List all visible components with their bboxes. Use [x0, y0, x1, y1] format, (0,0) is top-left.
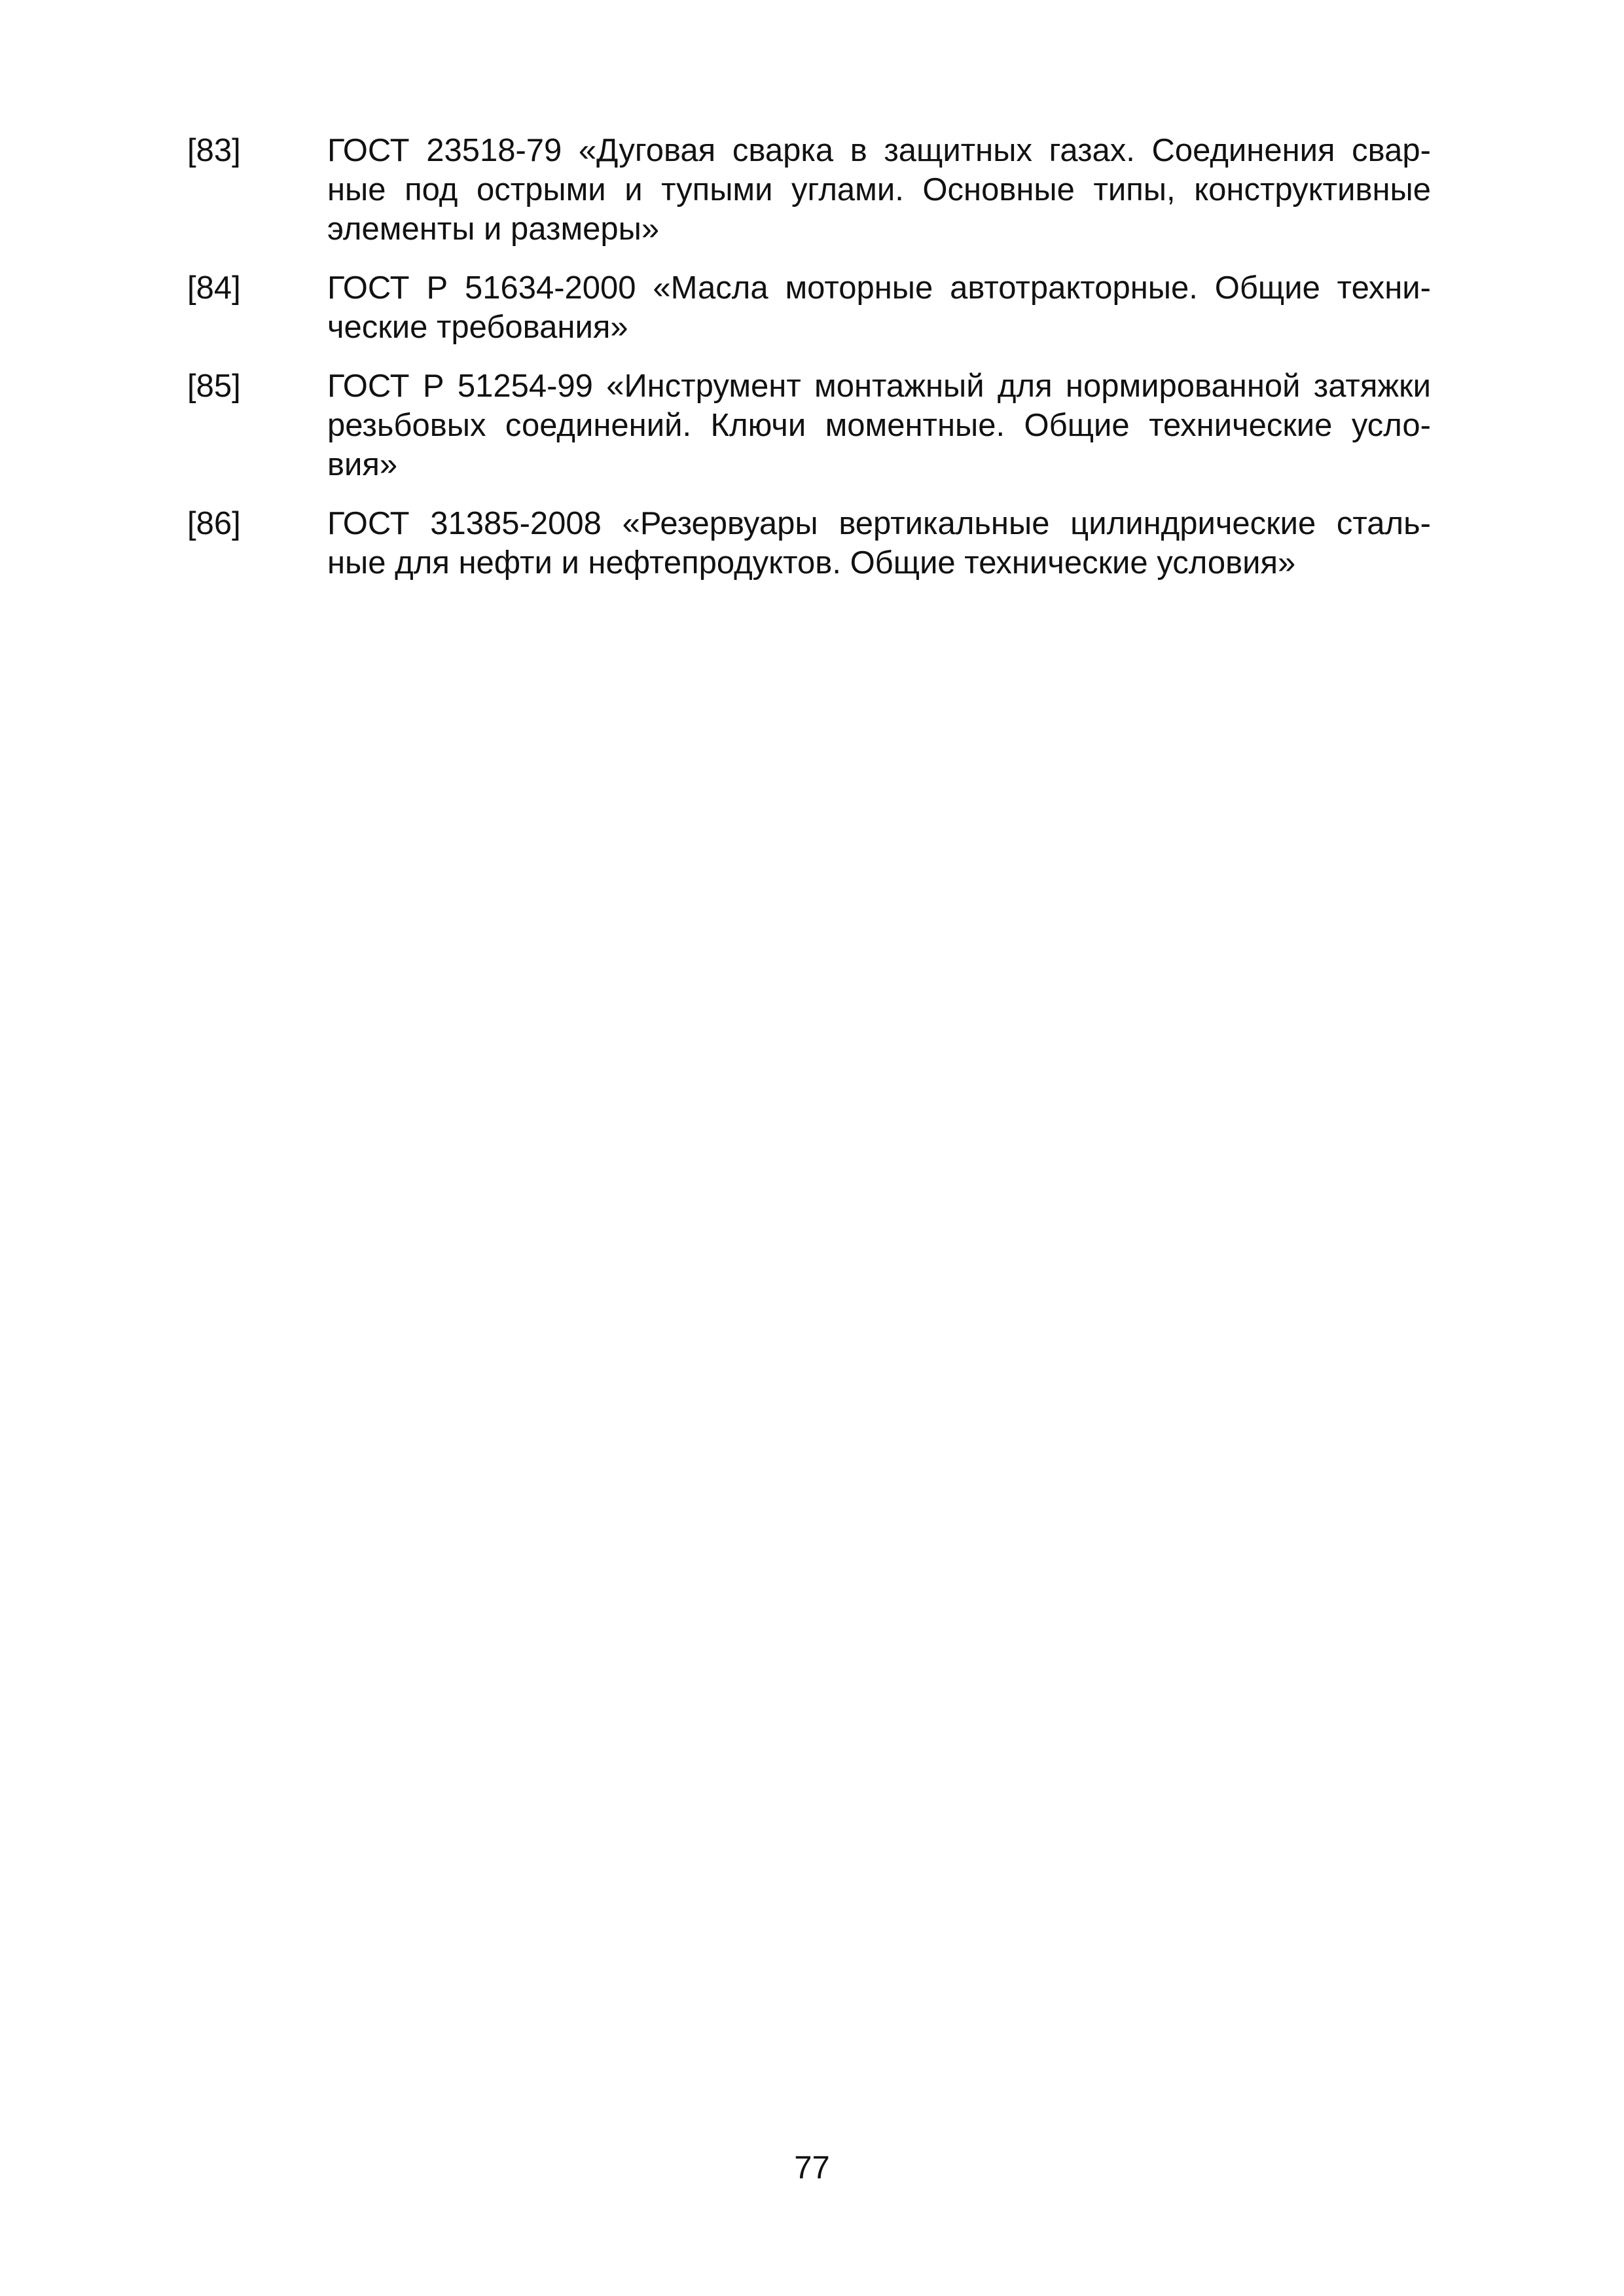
- reference-text: [327, 504, 1431, 583]
- reference-line: ческие требования»: [327, 310, 628, 345]
- reference-entry-83: [187, 131, 1431, 249]
- reference-number: [83]: [187, 133, 241, 168]
- reference-line: ные под острыми и тупыми углами. Основные типы, конструктивные: [327, 172, 1431, 207]
- reference-line: ГОСТ 31385-2008 «Резервуары вертикальные цилиндрические сталь-: [327, 506, 1431, 541]
- reference-entry-85: [187, 367, 1431, 484]
- reference-line: вия»: [327, 447, 398, 482]
- reference-line: резьбовых соединений. Ключи моментные. Общие технические усло-: [327, 408, 1431, 443]
- reference-line: ГОСТ Р 51634-2000 «Масла моторные автотракторные. Общие техни-: [327, 270, 1431, 306]
- page-number: 77: [794, 2150, 830, 2185]
- reference-line: элементы и размеры»: [327, 211, 660, 247]
- reference-number: [84]: [187, 270, 241, 306]
- reference-text: [327, 268, 1431, 347]
- reference-entry-86: [187, 504, 1431, 583]
- reference-number: [86]: [187, 506, 241, 541]
- reference-number: [85]: [187, 368, 241, 404]
- reference-list: [187, 131, 1431, 602]
- reference-text: [327, 131, 1431, 249]
- reference-entry-84: [187, 268, 1431, 347]
- reference-text: [327, 367, 1431, 484]
- reference-line: ГОСТ 23518-79 «Дуговая сварка в защитных газах. Соединения свар-: [327, 133, 1431, 168]
- reference-line: ГОСТ Р 51254-99 «Инструмент монтажный для нормированной затяжки: [327, 368, 1431, 404]
- reference-line: ные для нефти и нефтепродуктов. Общие технические условия»: [327, 545, 1296, 581]
